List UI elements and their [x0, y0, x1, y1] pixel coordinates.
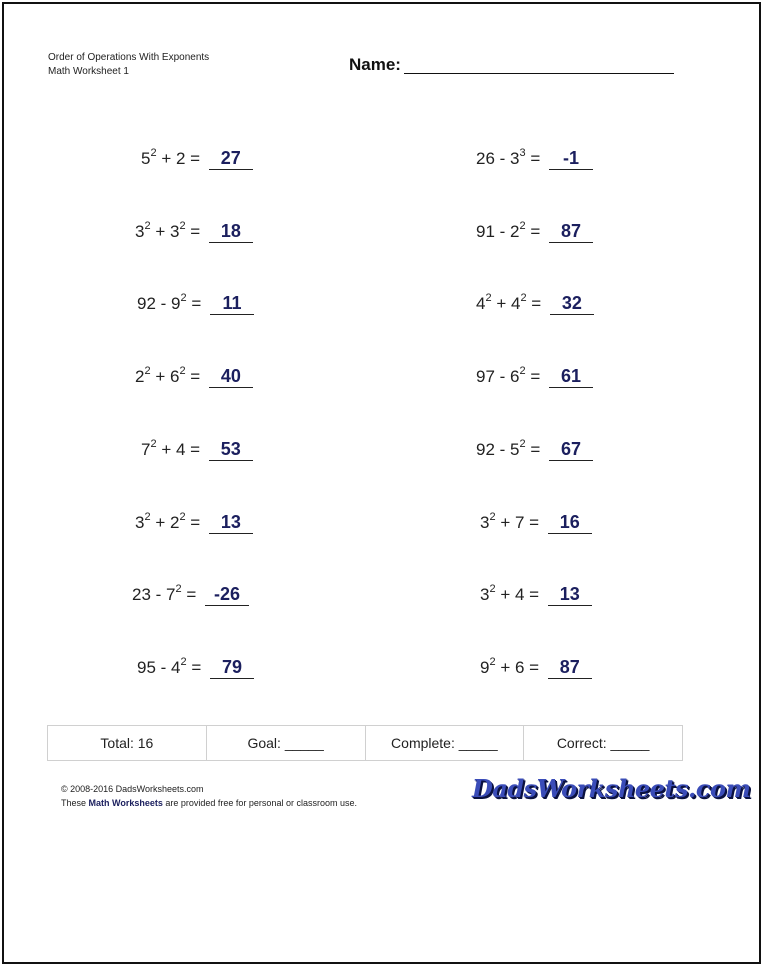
answer: 13 — [209, 512, 253, 534]
answer: 79 — [210, 657, 254, 679]
goal-cell: Goal: _____ — [207, 726, 366, 760]
total-cell: Total: 16 — [48, 726, 207, 760]
answer: 32 — [550, 293, 594, 315]
dadsworksheets-logo: DadsWorksheets.com — [472, 774, 751, 803]
answer: 87 — [549, 221, 593, 243]
problem-r4: $97 - 6^2 = 61$ — [476, 366, 593, 388]
problem-l1: $5^2 + 2 = 27$ — [141, 148, 253, 170]
answer: 13 — [548, 584, 592, 606]
worksheet-subtitle: Math Worksheet 1 — [48, 66, 129, 77]
score-table — [47, 725, 683, 761]
answer: 18 — [209, 221, 253, 243]
problem-r5: $92 - 5^2 = 67$ — [476, 439, 593, 461]
problem-l2: $3^2 + 3^2 = 18$ — [135, 221, 253, 243]
answer: -1 — [549, 148, 593, 170]
copyright-text: © 2008-2016 DadsWorksheets.com — [61, 784, 204, 794]
name-blank-line — [404, 73, 674, 74]
problem-r2: $91 - 2^2 = 87$ — [476, 221, 593, 243]
problem-l6: $3^2 + 2^2 = 13$ — [135, 512, 253, 534]
name-label: Name: — [349, 55, 401, 74]
complete-cell: Complete: _____ — [366, 726, 525, 760]
answer: 53 — [209, 439, 253, 461]
worksheet-title: Order of Operations With Exponents — [48, 52, 210, 63]
answer: 16 — [548, 512, 592, 534]
math-worksheets-link[interactable]: Math Worksheets — [88, 798, 163, 808]
answer: -26 — [205, 584, 249, 606]
problem-r8: $9^2 + 6 = 87$ — [480, 657, 592, 679]
problem-l7: $23 - 7^2 = -26$ — [132, 584, 249, 606]
answer: 61 — [549, 366, 593, 388]
problem-r3: $4^2 + 4^2 = 32$ — [476, 293, 594, 315]
problem-r7: $3^2 + 4 = 13$ — [480, 584, 592, 606]
answer: 40 — [209, 366, 253, 388]
answer: 11 — [210, 293, 254, 315]
correct-cell: Correct: _____ — [556, 735, 650, 751]
problem-l3: $92 - 9^2 = 11$ — [137, 293, 254, 315]
worksheet-header — [48, 51, 209, 79]
problem-r6: $3^2 + 7 = 16$ — [480, 512, 592, 534]
worksheet-page — [2, 2, 761, 964]
usage-notice: These Math Worksheets are provided free for personal or classroom use. — [61, 798, 357, 808]
problem-r1: $26 - 3^3 = -1$ — [476, 148, 593, 170]
copyright-block — [61, 782, 357, 810]
problem-l4: $2^2 + 6^2 = 40$ — [135, 366, 253, 388]
answer: 67 — [549, 439, 593, 461]
answer: 27 — [209, 148, 253, 170]
problem-l8: $95 - 4^2 = 79$ — [137, 657, 254, 679]
problem-l5: $7^2 + 4 = 53$ — [141, 439, 253, 461]
answer: 87 — [548, 657, 592, 679]
